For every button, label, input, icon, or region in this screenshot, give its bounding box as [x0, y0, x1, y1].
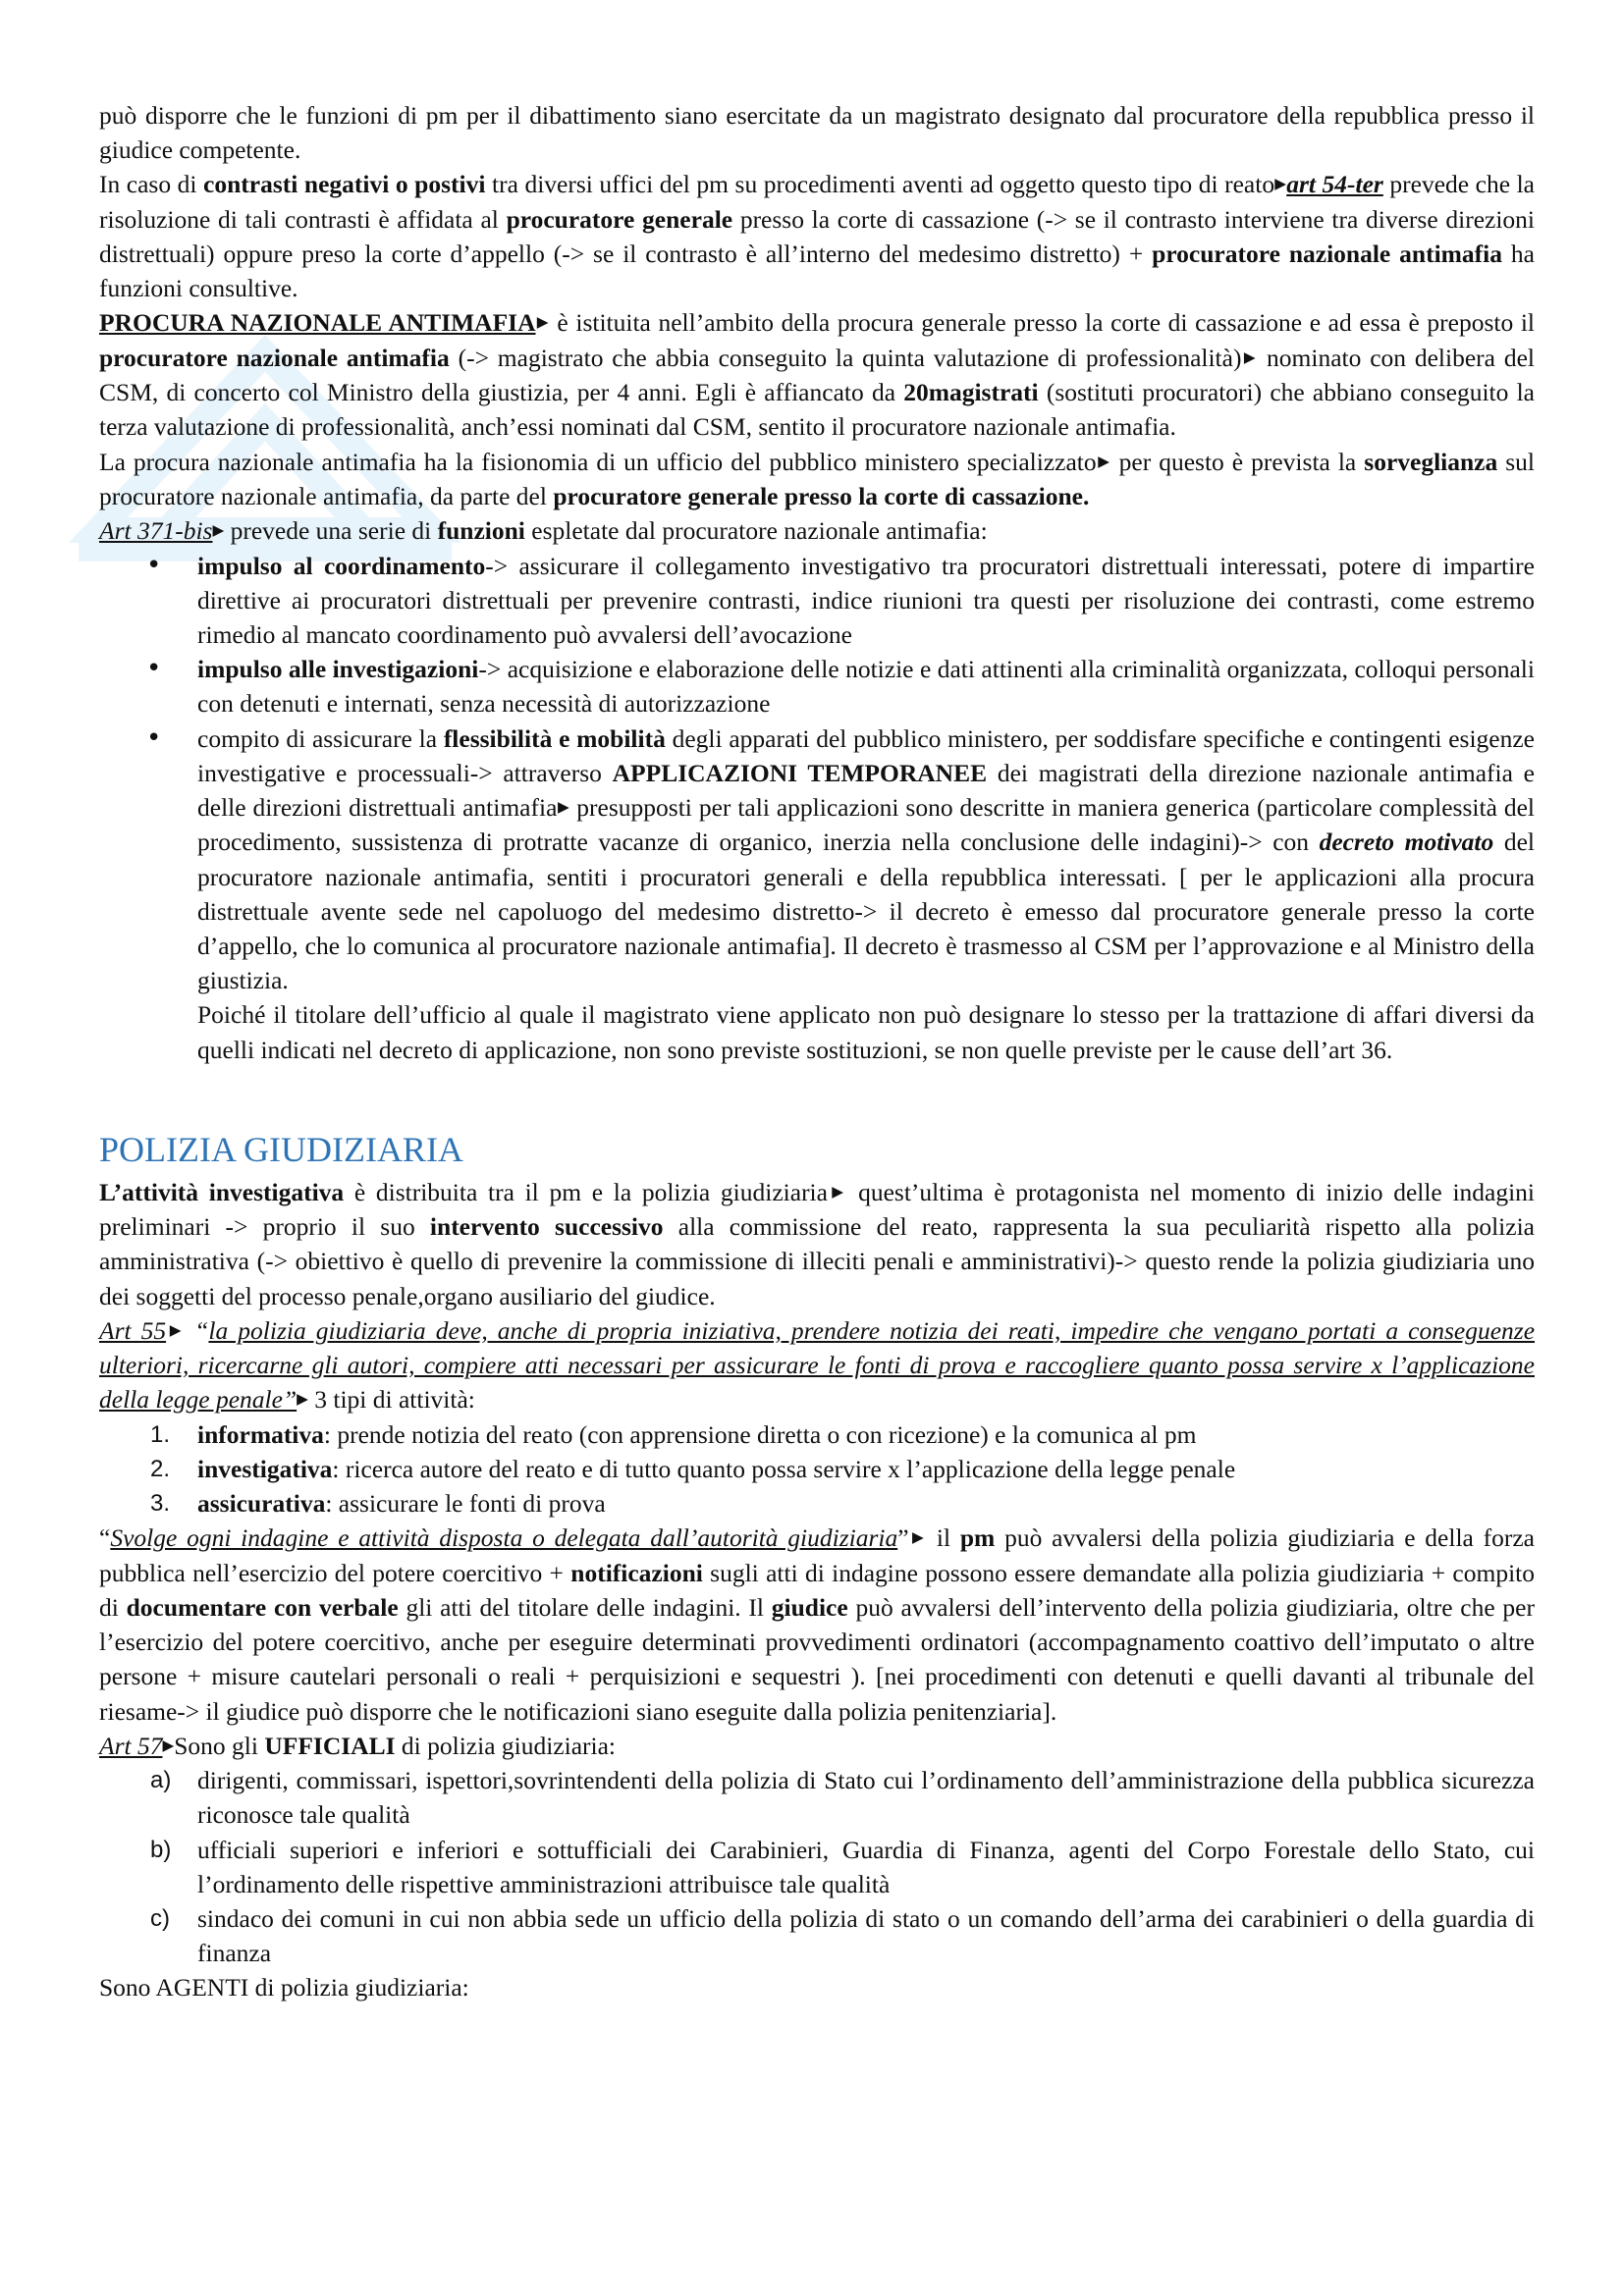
paragraph-intro: può disporre che le funzioni di pm per il dibattimento siano esercitate da un magistrato designato dal procuratore della repubblica presso il giudice competente.: [99, 101, 1535, 165]
arrow-right-icon: ▶: [1096, 452, 1111, 470]
arrow-right-icon: ▶: [535, 313, 550, 332]
arrow-right-icon: ▶: [1241, 347, 1259, 366]
numbered-list-attivita: [99, 1417, 1535, 1522]
list-item: c) sindaco dei comuni in cui non abbia sede un ufficio della polizia di stato o un comando dell’arma dei carabinieri o della guardia di finanza: [150, 1904, 1535, 1968]
list-item: 3. assicurativa: assicurare le fonti di prova: [150, 1489, 606, 1519]
paragraph-procura-nazionale: PROCURA NAZIONALE ANTIMAFIA▶ è istituita nell’ambito della procura generale presso la corte di cassazione e ad essa è preposto il procuratore nazionale antimafia (-> magistrato che abbia conseguito la quinta valutazione di professionalità)▶ nominato con delibera del CSM, di concerto col Ministro della giustizia, per 4 anni. Egli è affiancato da 20magistrati (sostituti procuratori) che abbiano conseguito la terza valutazione di professionalità, anch’essi nominati dal CSM, sentito il procuratore nazionale antimafia.: [99, 308, 1536, 442]
arrow-right-icon: ▶: [557, 798, 570, 817]
arrow-right-icon: ▶: [827, 1183, 848, 1201]
arrow-right-icon: ▶: [212, 521, 225, 540]
document-page: [99, 98, 1535, 2005]
list-item: 1. informativa: prende notizia del reato (con apprensione diretta o con ricezione) e la comunica al pm: [150, 1419, 1197, 1449]
paragraph-art55: Art 55▶ “la polizia giudiziaria deve, anche di propria iniziativa, prendere notizia dei reati, impedire che vengano portati a conseguenze ulteriori, ricercarne gli autori, compiere atti necessari per assicurare le fonti di prova e raccogliere quanto possa servire x l’applicazione della legge penale”▶ 3 tipi di attività:: [99, 1315, 1536, 1415]
paragraph-attivita-investigativa: L’attività investigativa è distribuita tra il pm e la polizia giudiziaria▶ quest’ultima è protagonista nel momento di inizio delle indagini preliminari -> proprio il suo intervento successivo alla commissione del reato, rappresenta la sua peculiarità rispetto alla polizia amministrativa (-> obiettivo è quello di prevenire la commissione di illeciti penali e amministrativi)-> questo rende la polizia giudiziaria uno dei soggetti del processo penale,organo ausiliario del giudice.: [99, 1177, 1536, 1310]
paragraph-art57: Art 57▶Sono gli UFFICIALI di polizia giudiziaria:: [99, 1731, 617, 1760]
paragraph-agenti: Sono AGENTI di polizia giudiziaria:: [99, 1973, 469, 2002]
bullet-list-funzioni: [99, 549, 1535, 1067]
article-link-54ter: art 54-ter: [1286, 170, 1383, 199]
list-item: 2. investigativa: ricerca autore del reato e di tutto quanto possa servire x l’applicazione della legge penale: [150, 1455, 1236, 1483]
list-item: • impulso alle investigazioni-> acquisizione e elaborazione delle notizie e dati attinenti alla criminalità organizzata, colloqui personali con detenuti e internati, senza necessità di autorizzazione: [99, 652, 1535, 721]
arrow-right-icon: ▶: [162, 1736, 175, 1754]
lettered-list-ufficiali: [99, 1763, 1535, 1970]
list-item: • compito di assicurare la flessibilità e mobilità degli apparati del pubblico ministero, per soddisfare specifiche e contingenti esigenze investigative e processuali-> attraverso APPLICAZIONI TEMPORANEE dei magistrati della direzione nazionale antimafia e delle direzioni distrettuali antimafia▶ presupposti per tali applicazioni sono descritte in maniera generica (particolare complessità del procedimento, sussistenza di protratte vacanze di organico, inerzia nella conclusione delle indagini)-> con decreto motivato del procuratore nazionale antimafia, sentiti i procuratori generali e della repubblica interessati. [ per le applicazioni alla procura distrettuale avente sede nel capoluogo del medesimo distretto-> il decreto è emesso dal procuratore generale presso la corte d’appello, che lo comunica al procuratore nazionale antimafia]. Il decreto è trasmesso al CSM per l’approvazione e al Ministro della giustizia. Poiché il titolare dell’ufficio al quale il magistrato viene applicato non può designare lo stesso per la trattazione di affari diversi da quelli indicati nel decreto di applicazione, non sono previste sostituzioni, se non quelle previste per le cause dell’art 36.: [99, 721, 1535, 1067]
list-item: b) ufficiali superiori e inferiori e sottufficiali dei Carabinieri, Guardia di Finanza, agenti del Corpo Forestale dello Stato, cui l’ordinamento delle rispettive amministrazioni attribuisce tale qualità: [150, 1835, 1535, 1898]
list-item: a) dirigenti, commissari, ispettori,sovrintendenti della polizia di Stato cui l’ordinamento dell’amministrazione della pubblica sicurezza riconosce tale qualità: [150, 1766, 1535, 1830]
section-heading: POLIZIA GIUDIZIARIA: [99, 1129, 463, 1169]
paragraph-sorveglianza: La procura nazionale antimafia ha la fisionomia di un ufficio del pubblico ministero specializzato▶ per questo è prevista la sorveglianza sul procuratore nazionale antimafia, da parte del procuratore generale presso la corte di cassazione.: [99, 447, 1536, 510]
paragraph-svolge-indagine: “Svolge ogni indagine e attività disposta o delegata dall’autorità giudiziaria”▶ il pm può avvalersi della polizia giudiziaria e della forza pubblica nell’esercizio del potere coercitivo + notificazioni sugli atti di indagine possono essere demandate alla polizia giudiziaria + compito di documentare con verbale gli atti del titolare delle indagini. Il giudice può avvalersi dell’intervento della polizia giudiziaria, oltre che per l’esercizio del potere coercitivo, anche per eseguire determinati provvedimenti ordinatori (accompagnamento coattivo dell’imputato o altre persone + misure cautelari personali o reali + perquisizioni e sequestri ). [nei procedimenti con detenuti e quelli davanti al tribunale del riesame-> il giudice può disporre che le notificazioni siano eseguite dalla polizia penitenziaria].: [99, 1523, 1536, 1726]
arrow-right-icon: ▶: [297, 1390, 308, 1409]
list-item: • impulso al coordinamento-> assicurare il collegamento investigativo tra procuratori distrettuali interessati, potere di impartire direttive ai procuratori distrettuali per prevenire contrasti, indice riunioni tra questi per risoluzione dei contrasti, come estremo rimedio al mancato coordinamento può avvalersi dell’avocazione: [99, 549, 1535, 653]
arrow-right-icon: ▶: [166, 1321, 186, 1339]
arrow-right-icon: ▶: [908, 1528, 928, 1547]
arrow-right-icon: ▶: [1274, 175, 1287, 193]
paragraph-contrasti: In caso di contrasti negativi o postivi tra diversi uffici del pm su procedimenti aventi ad oggetto questo tipo di reato▶art 54-ter prevede che la risoluzione di tali contrasti è affidata al procuratore generale presso la corte di cassazione (-> se il contrasto interviene tra diverse direzioni distrettuali) oppure preso la corte d’appello (-> se il contrasto è all’interno del medesimo distretto) + procuratore nazionale antimafia ha funzioni consultive.: [99, 170, 1535, 303]
paragraph-sostituzioni: Poiché il titolare dell’ufficio al quale il magistrato viene applicato non può designare lo stesso per la trattazione di affari diversi da quelli indicati nel decreto di applicazione, non sono previste sostituzioni, se non quelle previste per le cause dell’art 36.: [197, 1000, 1535, 1064]
paragraph-art371bis: Art 371-bis▶ prevede una serie di funzioni espletate dal procuratore nazionale antimafia:: [99, 516, 988, 546]
